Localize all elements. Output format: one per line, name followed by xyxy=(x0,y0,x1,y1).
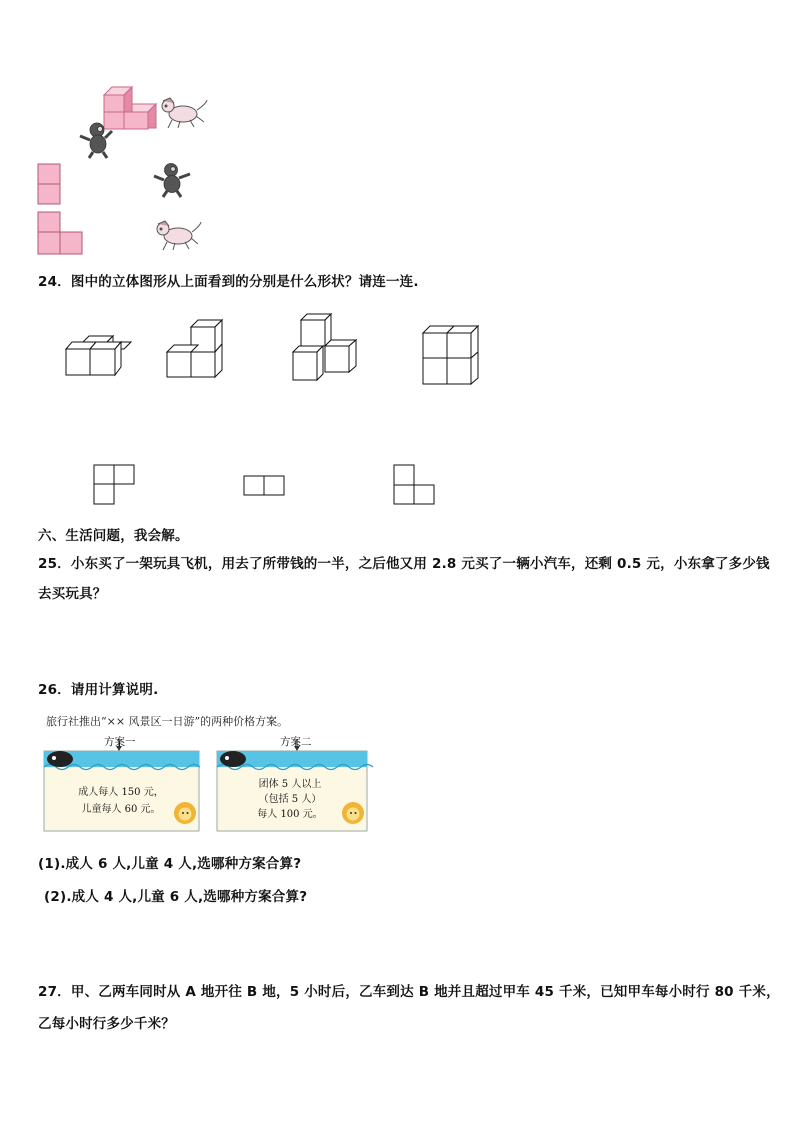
solid-1 xyxy=(66,336,131,375)
top-view-c xyxy=(394,465,434,504)
q24-text: 24．图中的立体图形从上面看到的分别是什么形状？请连一连. xyxy=(38,274,419,290)
lion-icon-2 xyxy=(342,802,364,824)
lion-icon xyxy=(174,802,196,824)
q24-solids xyxy=(0,300,794,520)
plan-2-line-3: 每人 100 元。 xyxy=(257,809,323,820)
pink-cube-stack xyxy=(104,87,156,129)
plan-2-line-1: 团体 5 人以上 xyxy=(258,779,322,790)
plan-1-line-1: 成人每人 150 元， xyxy=(78,787,164,798)
q27-line2: 乙每小时行多少千米？ xyxy=(38,1016,175,1032)
dog-icon-top xyxy=(162,98,207,128)
solid-2 xyxy=(167,320,222,377)
q27-line1: 27．甲、乙两车同时从 A 地开往 B 地，5 小时后，乙车到达 B 地并且超过甲车 45 千米，已知甲车每小时行 80 千米， xyxy=(38,984,780,1000)
q26-sub1: (1).成人 6 人,儿童 4 人,选哪种方案合算? xyxy=(38,856,302,872)
dog-icon xyxy=(157,221,201,250)
view-two-stack xyxy=(38,164,60,204)
plan-2-title: 方案二 xyxy=(280,736,312,748)
q26-sub2: (2).成人 4 人,儿童 6 人,选哪种方案合算? xyxy=(44,889,308,905)
solid-3 xyxy=(293,314,356,380)
monkey-icon xyxy=(154,164,190,198)
q25-line1: 25．小东买了一架玩具飞机，用去了所带钱的一半，之后他又用 2.8 元买了一辆小汽车，还剩 0.5 元，小东拿了多少钱 xyxy=(38,556,770,572)
q26-text: 26．请用计算说明. xyxy=(38,682,159,698)
top-view-a xyxy=(94,465,134,504)
view-l-shape xyxy=(38,212,82,254)
q26-intro: 旅行社推出“×× 风景区一日游”的两种价格方案。 xyxy=(46,715,289,728)
plan-2-line-2: （包括 5 人） xyxy=(258,794,322,805)
plan-1-line-2: 儿童每人 60 元。 xyxy=(81,804,161,815)
solid-4 xyxy=(423,326,478,384)
cube-structure-figure xyxy=(0,0,794,260)
plan-1-title: 方案一 xyxy=(104,736,136,748)
q25-line2: 去买玩具？ xyxy=(38,586,107,602)
top-view-b xyxy=(244,476,284,495)
section-6-title: 六、生活问题，我会解。 xyxy=(38,528,189,544)
